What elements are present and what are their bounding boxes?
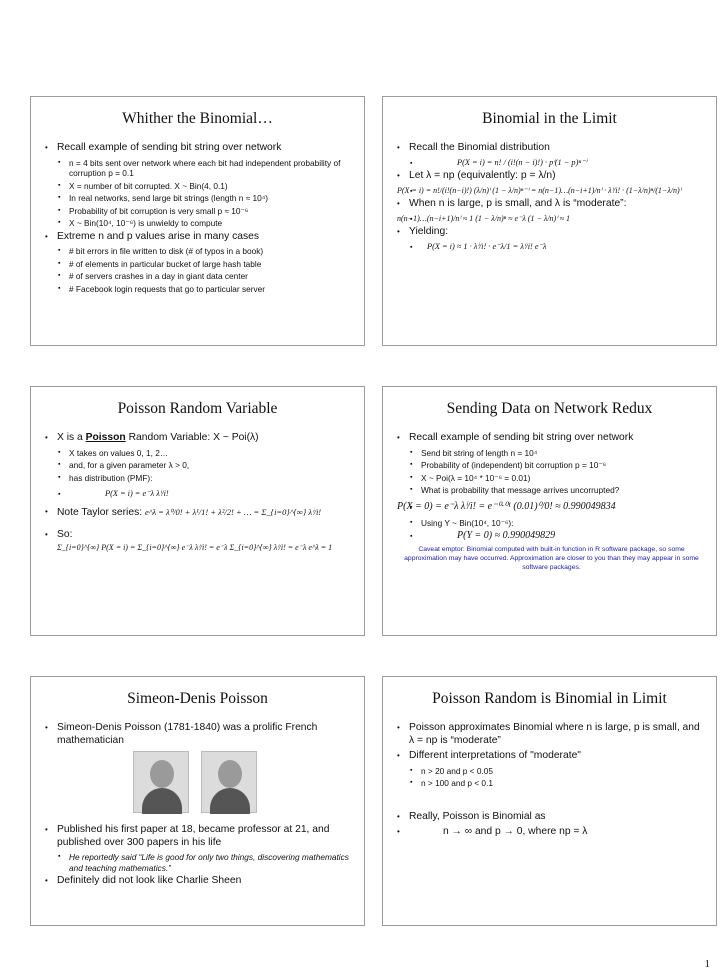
sub-bullet: ▪ # of elements in particular bucket of large hash table	[45, 259, 354, 270]
sub-bullet: ▪ n > 100 and p < 0.1	[397, 778, 706, 789]
equation-taylor: e^λ = λ⁰/0! + λ¹/1! + λ²/2! + … = Σ_{i=0}^{∞} λⁱ/i!	[144, 506, 322, 517]
slide-title: Whither the Binomial…	[122, 110, 273, 127]
bullet: • Recall example of sending bit string over network	[45, 142, 354, 155]
equation-approximations: ▪ n(n−1)…(n−i+1)/nⁱ ≈ 1 (1 − λ/n)ⁿ ≈ e⁻λ (1 − λ/n)ⁱ ≈ 1	[397, 214, 706, 225]
bullet: • Simeon-Denis Poisson (1781-1840) was a prolific French mathematician	[45, 722, 354, 747]
sub-bullet: ▪ n > 20 and p < 0.05	[397, 766, 706, 777]
equation-poisson-pmf: ▪ P(X = i) = e⁻λ λⁱ/i!	[45, 489, 354, 500]
slide-title: Poisson Random is Binomial in Limit	[432, 690, 667, 707]
bullet: • Published his first paper at 18, became professor at 21, and published over 300 papers in his life	[45, 824, 354, 849]
bullet: • Extreme n and p values arise in many cases	[45, 231, 354, 244]
equation-sum-to-one: Σ_{i=0}^{∞} P(X = i) = Σ_{i=0}^{∞} e⁻λ λⁱ/i! = e⁻λ Σ_{i=0}^{∞} λⁱ/i! = e⁻λ e^λ = 1	[57, 542, 333, 552]
bullet	[45, 506, 354, 520]
slide-2	[382, 96, 717, 346]
poisson-keyword: Poisson	[85, 432, 126, 443]
sub-bullet: ▪ What is probability that message arrives uncorrupted?	[397, 485, 706, 496]
slide-title: Simeon-Denis Poisson	[127, 690, 268, 707]
sub-bullet: ▪ n = 4 bits sent over network where each bit had independent probability of corruption p = 0.1	[45, 158, 354, 179]
bullet: • Recall the Binomial distribution	[397, 142, 706, 155]
equation-poisson-result: ▪ P(X = i) ≈ 1 · λⁱ/i! · e⁻λ/1 = λⁱ/i! e⁻λ	[397, 242, 706, 253]
sub-bullet: ▪ # of servers crashes in a day in giant data center	[45, 271, 354, 282]
sub-bullet: ▪ Using Y ~ Bin(10⁴, 10⁻⁶):	[397, 518, 706, 529]
slide-title: Binomial in the Limit	[482, 110, 617, 127]
bullet: • Let λ = np (equivalently: p = λ/n)	[397, 170, 706, 183]
slide-title: Sending Data on Network Redux	[446, 400, 653, 417]
portrait-head	[150, 760, 174, 788]
sub-bullet: ▪ Probability of bit corruption is very small p ≈ 10⁻⁶	[45, 206, 354, 217]
page-number: 1	[704, 958, 710, 970]
sub-bullet: ▪ He reportedly said “Life is good for only two things, discovering mathematics and teaching mathematics.”	[45, 852, 354, 873]
sub-bullet: ▪ has distribution (PMF):	[45, 473, 354, 484]
poisson-portrait-image	[133, 751, 189, 813]
sub-bullet: ▪ X ~ Bin(10⁴, 10⁻⁶) is unwieldy to compute	[45, 218, 354, 229]
bullet: • Really, Poisson is Binomial as	[397, 811, 706, 824]
portrait-head	[218, 760, 242, 788]
caveat-note: Caveat emptor: Binomial computed with built-in function in R software package, so some approximation may have occurred. Approximation are closer to you than they may appear in some software packages.	[404, 546, 699, 571]
sub-bullet: ▪ X = number of bit corrupted. X ~ Bin(4, 0.1)	[45, 181, 354, 192]
sub-bullet: ▪ Send bit string of length n = 10⁴	[397, 448, 706, 459]
bullet: • Definitely did not look like Charlie Sheen	[45, 875, 354, 888]
sub-bullet: ▪ X takes on values 0, 1, 2…	[45, 448, 354, 459]
sub-bullet: ▪ # bit errors in file written to disk (# of typos in a book)	[45, 246, 354, 257]
bullet: • When n is large, p is small, and λ is “moderate”:	[397, 198, 706, 211]
slide-title: Poisson Random Variable	[117, 400, 278, 417]
bullet-text: So:	[57, 529, 73, 540]
bullet	[45, 432, 354, 445]
sub-bullet: ▪ # Facebook login requests that go to particular server	[45, 284, 354, 295]
equation-poisson-zero: ▪ P(X = 0) = e⁻λ λⁱ/i! = e⁻⁰·⁰¹ (0.01)⁰/0! ≈ 0.990049834	[397, 502, 706, 513]
bullet	[45, 529, 354, 554]
limit-statement: • n → ∞ and p → 0, where np = λ	[397, 826, 706, 839]
bullet-text: X is a	[57, 432, 83, 443]
slide-1	[30, 96, 365, 346]
slide-4	[382, 386, 717, 636]
equation-expansion: ▪ P(X = i) = n!/(i!(n−i)!) (λ/n)ⁱ (1 − λ/n)ⁿ⁻ⁱ = n(n−1)…(n−i+1)/nⁱ · λⁱ/i! · (1−λ/n)ⁿ/(1−λ/n)ⁱ	[397, 186, 706, 197]
sub-bullet: ▪ In real networks, send large bit strings (length n ≈ 10⁴)	[45, 193, 354, 204]
sub-bullet: ▪ and, for a given parameter λ > 0,	[45, 460, 354, 471]
bullet-text: Random Variable: X ~ Poi(λ)	[128, 432, 259, 443]
bullet-text: Note Taylor series:	[57, 506, 143, 518]
portrait-body	[210, 788, 250, 814]
sub-bullet: ▪ X ~ Poi(λ = 10⁴ * 10⁻⁶ = 0.01)	[397, 473, 706, 484]
charlie-sheen-image	[201, 751, 257, 813]
bullet: • Yielding:	[397, 226, 706, 239]
slide-5	[30, 676, 365, 926]
slide-3	[30, 386, 365, 636]
equation-binomial-zero: ▪ P(Y = 0) ≈ 0.990049829	[397, 531, 706, 542]
sub-bullet: ▪ Probability of (independent) bit corruption p = 10⁻⁶	[397, 460, 706, 471]
bullet: • Different interpretations of "moderate"	[397, 750, 706, 763]
equation-binomial-pmf: ▪ P(X = i) = n! / (i!(n − i)!) · pⁱ(1 − p)ⁿ⁻ⁱ	[397, 158, 706, 169]
bullet: • Recall example of sending bit string over network	[397, 432, 706, 445]
portrait-body	[142, 788, 182, 814]
bullet: • Poisson approximates Binomial where n is large, p is small, and λ = np is “moderate”	[397, 722, 706, 747]
slide-6	[382, 676, 717, 926]
